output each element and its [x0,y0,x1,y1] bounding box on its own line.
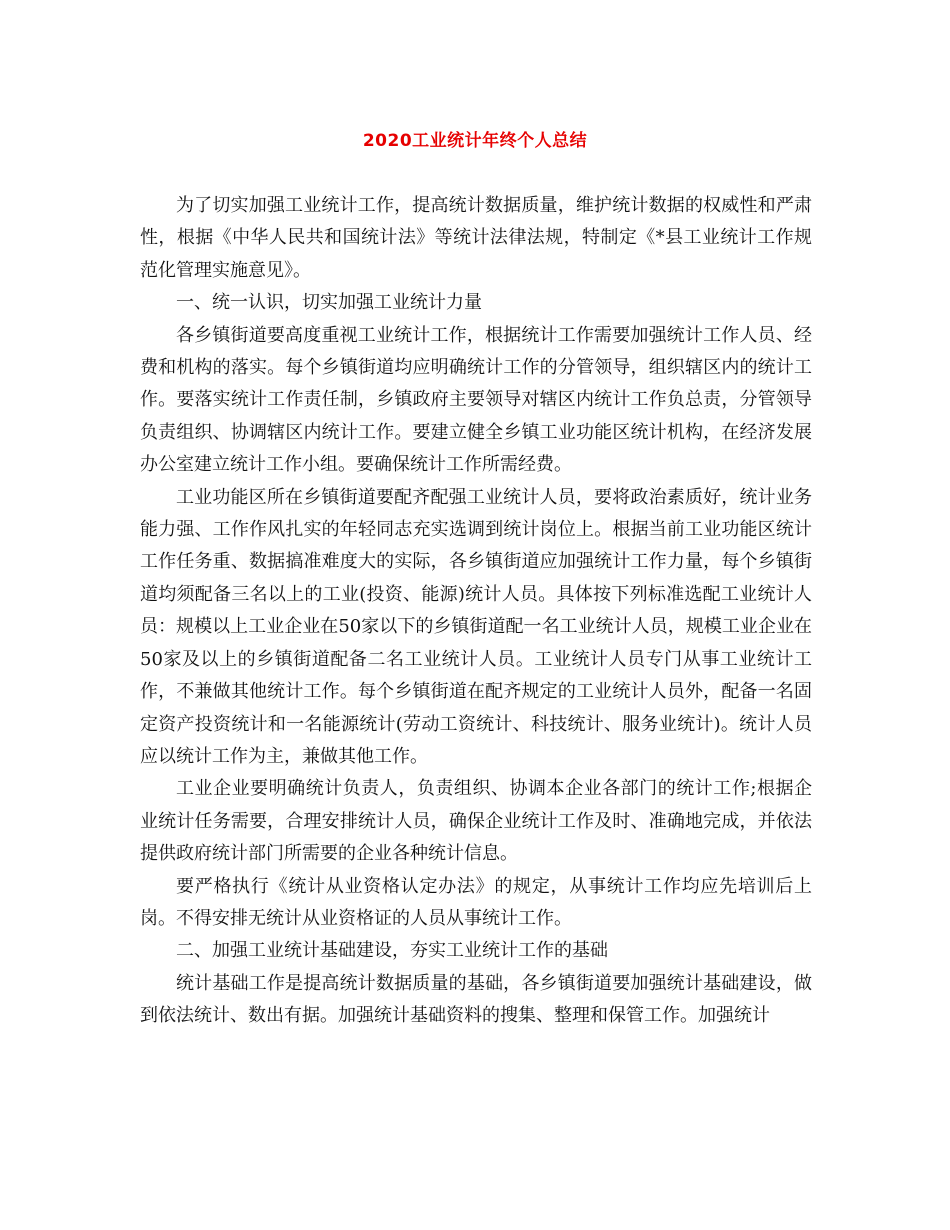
paragraph: 要严格执行《统计从业资格认定办法》的规定，从事统计工作均应先培训后上岗。不得安排无统计从业资格证的人员从事统计工作。 [140,875,812,929]
section-heading-1: 一、统一认识，切实加强工业统计力量 [176,292,482,314]
paragraph-intro: 为了切实加强工业统计工作，提高统计数据质量，维护统计数据的权威性和严肃性，根据《中华人民共和国统计法》等统计法律法规，特制定《*县工业统计工作规范化管理实施意见》。 [140,195,812,281]
document-body [140,190,812,1033]
paragraph: 统计基础工作是提高统计数据质量的基础，各乡镇街道要加强统计基础建设，做到依法统计、数出有据。加强统计基础资料的搜集、整理和保管工作。加强统计 [140,972,812,1027]
document-title: 2020工业统计年终个人总结 [362,131,588,151]
paragraph: 工业功能区所在乡镇街道要配齐配强工业统计人员，要将政治素质好，统计业务能力强、工作作风扎实的年轻同志充实选调到统计岗位上。根据当前工业功能区统计工作任务重、数据搞准难度大的实际，各乡镇街道应加强统计工作力量，每个乡镇街道均须配备三名以上的工业(投资、能源)统计人员。具体按下列标准选配工业统计人员：规模以上工业企业在50家以下的乡镇街道配一名工业统计人员，规模工业企业在50家及以上的乡镇街道配备二名工业统计人员。工业统计人员专门从事工业统计工作，不兼做其他统计工作。每个乡镇街道在配齐规定的工业统计人员外，配备一名固定资产投资统计和一名能源统计(劳动工资统计、科技统计、服务业统计)。统计人员应以统计工作为主，兼做其他工作。 [140,486,812,767]
paragraph: 各乡镇街道要高度重视工业统计工作，根据统计工作需要加强统计工作人员、经费和机构的落实。每个乡镇街道均应明确统计工作的分管领导，组织辖区内的统计工作。要落实统计工作责任制，乡镇政府主要领导对辖区内统计工作负总责，分管领导负责组织、协调辖区内统计工作。要建立健全乡镇工业功能区统计机构，在经济发展办公室建立统计工作小组。要确保统计工作所需经费。 [140,324,812,476]
paragraph: 工业企业要明确统计负责人，负责组织、协调本企业各部门的统计工作;根据企业统计任务需要，合理安排统计人员，确保企业统计工作及时、准确地完成，并依法提供政府统计部门所需要的企业各种统计信息。 [140,778,812,865]
section-heading-2: 二、加强工业统计基础建设，夯实工业统计工作的基础 [176,940,608,962]
